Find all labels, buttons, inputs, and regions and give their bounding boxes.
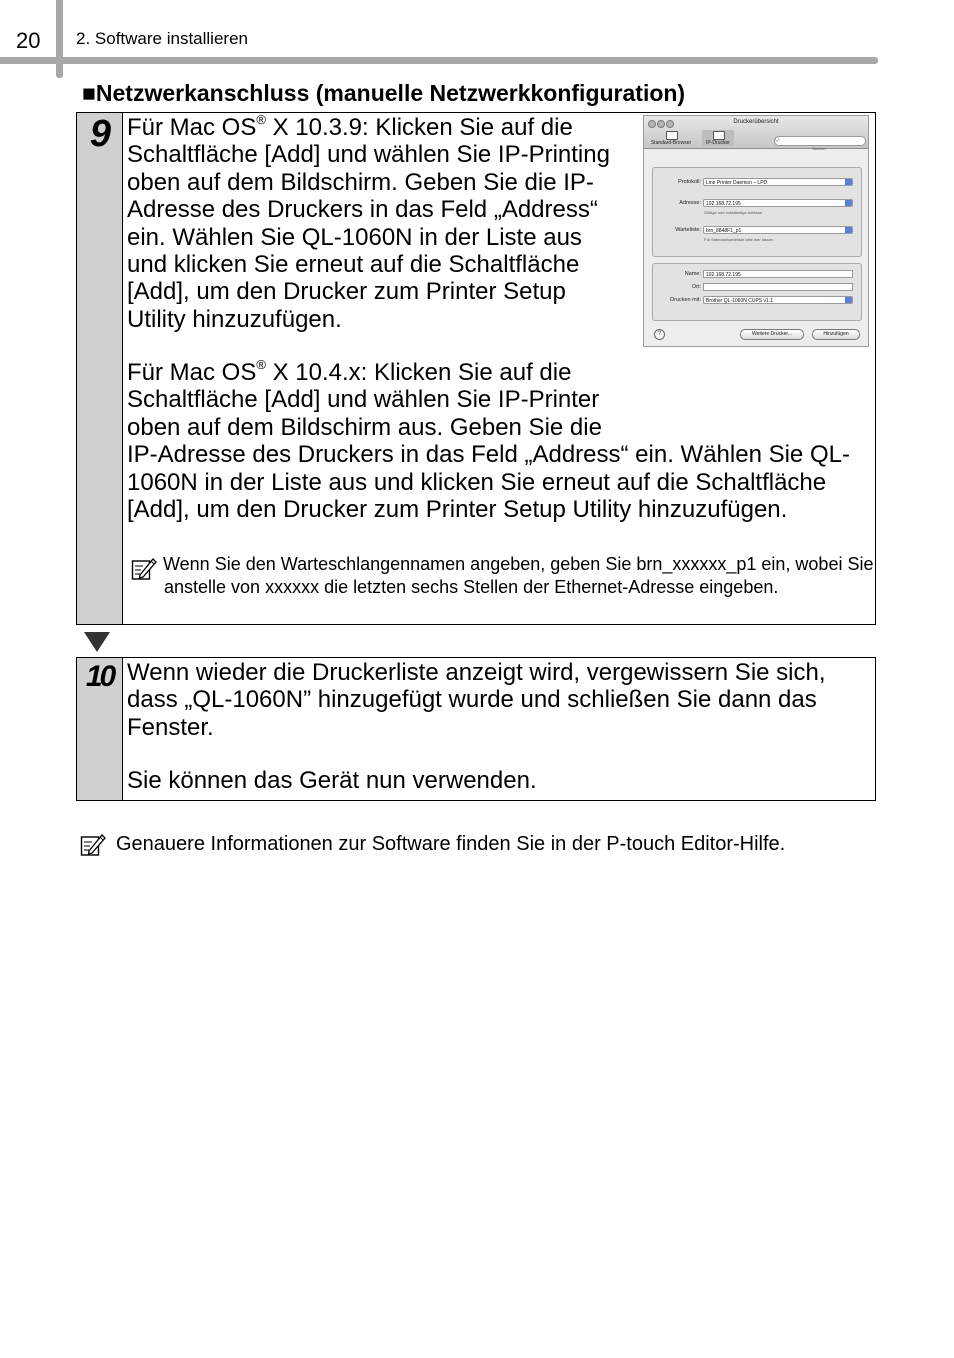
line: Schaltfläche [Add] und wählen Sie IP-Printer: [127, 386, 600, 414]
name-field[interactable]: 192.168.72.195: [703, 270, 853, 278]
text: X 10.3.9: Klicken Sie auf die Schaltfläche [Add] und wählen Sie IP-Printing oben auf dem Bildschirm. Geben Sie die IP-Adresse des Druckers in das Feld „Address“ ein. Wählen Sie QL-1060N in der Liste aus und klicken Sie erneut auf die Schaltfläche [Add], um den Drucker zum Printer Setup Utility hinzuzufügen.: [127, 114, 610, 333]
note-pencil-icon: [80, 831, 106, 857]
popup-arrows-icon: [845, 200, 852, 207]
dialog-titlebar: [644, 116, 868, 149]
header-horizontal-bar: [0, 57, 878, 64]
popup-arrows-icon: [845, 227, 852, 234]
printer-icon: [666, 131, 678, 140]
address-label: Adresse:: [679, 200, 701, 206]
registered-mark: ®: [256, 112, 266, 127]
popup-arrows-icon: [845, 179, 852, 186]
tab-label: IP-Drucker: [706, 140, 730, 146]
search-label: Suchen: [812, 146, 826, 151]
step-10-box: [76, 657, 876, 801]
print-with-value: Brother QL-1060N CUPS v1.1: [706, 298, 773, 304]
address-hint: Gültige und vollständige Adresse: [704, 210, 763, 215]
step-number: 10: [85, 660, 114, 693]
line: [127, 359, 857, 386]
search-input[interactable]: Q-: [774, 136, 866, 146]
printer-icon: [713, 131, 725, 140]
footer-note: Genauere Informationen zur Software finden Sie in der P-touch Editor-Hilfe.: [116, 833, 786, 855]
printer-browser-dialog-screenshot: [643, 115, 869, 347]
popup-arrows-icon: [845, 297, 852, 304]
queue-field[interactable]: [703, 226, 853, 234]
protocol-label: Protokoll:: [678, 179, 701, 185]
step-9-instruction-macos-10-4: [127, 359, 857, 523]
name-label: Name:: [684, 271, 701, 277]
text: Für Mac OS: [127, 359, 257, 386]
text: IP-Adresse des Druckers in das Feld „Address“ ein. Wählen Sie QL-1060N in der Liste aus und klicken Sie erneut auf die Schaltfläche [Add], um den Drucker zum Printer Setup Utility hinzuzufügen.: [127, 441, 850, 524]
address-field[interactable]: [703, 199, 853, 207]
page-number: 20: [16, 28, 41, 53]
note-text: Wenn Sie den Warteschlangennamen angeben, geben Sie brn_xxxxxx_p1 ein, wobei Sie anstelle von xxxxxx die letzten sechs Stellen der Ethernet-Adresse eingeben.: [163, 554, 874, 597]
note-pencil-icon: [131, 555, 157, 581]
section-title: 2. Software installieren: [76, 29, 248, 48]
help-button[interactable]: ?: [654, 329, 665, 340]
connection-panel: [652, 167, 862, 257]
step-number-column: [77, 113, 123, 624]
address-value: 192.168.72.195: [706, 201, 741, 207]
queue-value: brn_8848F1_p1: [706, 228, 742, 234]
more-printers-button[interactable]: Weitere Drucker...: [740, 329, 804, 340]
text: Für Mac OS: [127, 114, 257, 141]
dialog-title: Druckerübersicht: [733, 119, 779, 125]
sub-heading: ■Netzwerkanschluss (manuelle Netzwerkkonfiguration): [82, 80, 686, 106]
registered-mark: ®: [256, 357, 266, 372]
queue-label: Warteliste:: [675, 227, 701, 233]
protocol-select[interactable]: [703, 178, 853, 186]
step-10-instruction: Wenn wieder die Druckerliste anzeigt wird, vergewissern Sie sich, dass „QL-1060N” hinzugefügt wurde und schließen Sie dann das Fenster.: [127, 659, 826, 741]
step-number: 9: [89, 113, 110, 155]
queue-hint: Für Standardwarteliste bitte leer lassen: [704, 237, 774, 242]
down-arrow-icon: [84, 632, 110, 652]
step-number-column: [77, 658, 123, 800]
tab-label: Standard-Browser: [650, 140, 692, 146]
print-with-select[interactable]: [703, 296, 853, 304]
header-vertical-bar: [56, 0, 63, 78]
print-with-label: Drucken mit:: [670, 297, 701, 303]
tab-ip-printer[interactable]: [702, 130, 734, 146]
step-9-instruction-macos-10-3: [127, 114, 627, 333]
protocol-value: Line Printer Daemon – LPD: [706, 180, 768, 186]
printer-details-panel: [652, 263, 862, 321]
add-button[interactable]: Hinzufügen: [812, 329, 860, 340]
text: X 10.4.x: Klicken Sie auf die: [265, 359, 572, 386]
location-field[interactable]: [703, 283, 853, 291]
tab-standard-browser[interactable]: [648, 130, 694, 146]
step-10-result: Sie können das Gerät nun verwenden.: [127, 767, 537, 794]
line: oben auf dem Bildschirm aus. Geben Sie die: [127, 413, 602, 441]
location-label: Ort:: [691, 284, 701, 290]
